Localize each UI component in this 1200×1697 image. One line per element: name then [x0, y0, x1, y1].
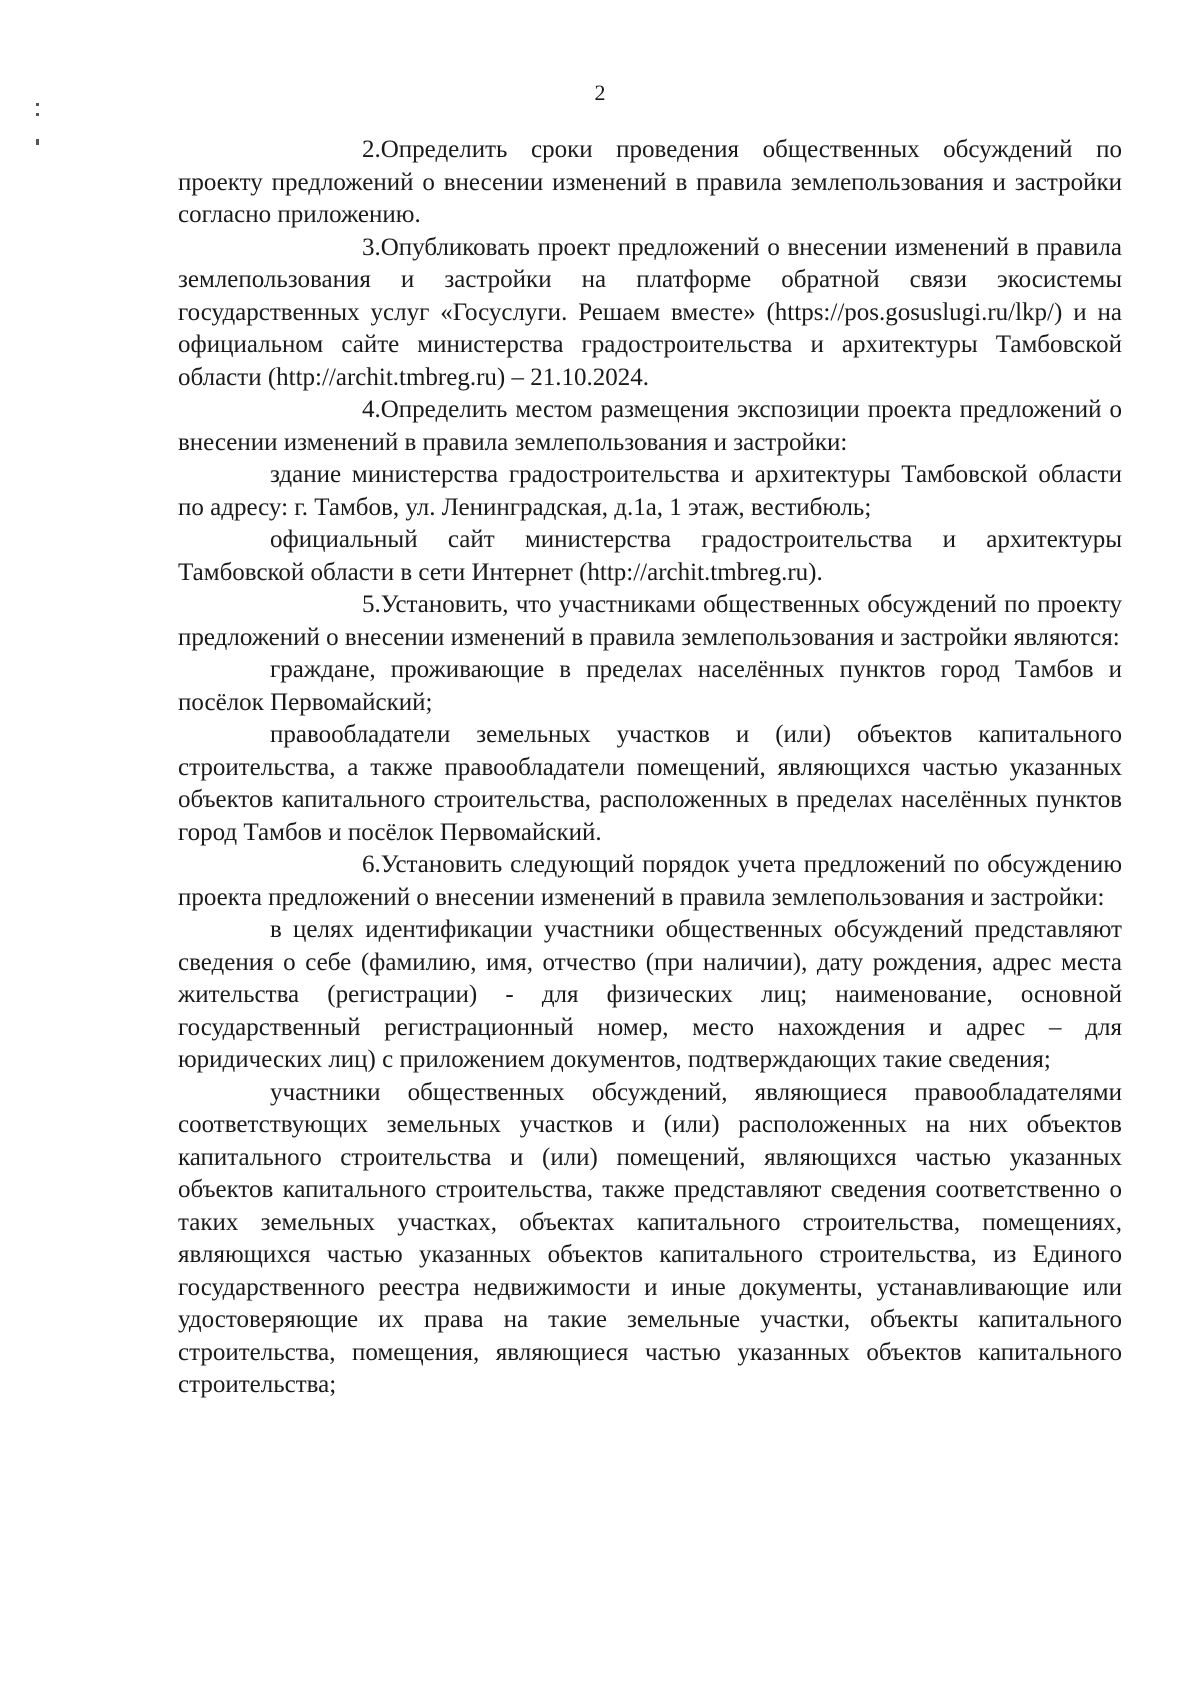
paragraph-text: Установить, что участниками общественных обсуждений по проекту предложений о внесении изменений в правила землепользования и застройки являются: [178, 591, 1122, 651]
paragraph-text: здание министерства градостроительства и архитектуры Тамбовской области по адресу: г. Тамбов, ул. Ленинградская, д.1а, 1 этаж, вестибюль; [178, 461, 1122, 521]
paragraph-4-item-website [178, 524, 1122, 589]
paragraph-text: правообладатели земельных участков и (или) объектов капитального строительства, а также правообладатели помещений, являющихся частью указанных объектов капитального строительства, расположенных в пределах населённых пунктов город Тамбов и посёлок Первомайский. [178, 721, 1122, 846]
paragraph-6-item-owners [178, 1077, 1122, 1402]
paragraph-text: в целях идентификации участники общественных обсуждений представляют сведения о себе (фамилию, имя, отчество (при наличии), дату рождения, адрес места жительства (регистрации) - для физических лиц; наименование, основной государственный регистрационный номер, место нахождения и адрес – для юридических лиц) с приложением документов, подтверждающих такие сведения; [178, 916, 1122, 1073]
paragraph-5-item-citizens [178, 654, 1122, 719]
paragraph-number: 6. [362, 851, 381, 878]
paragraph-6-item-identification [178, 914, 1122, 1077]
paragraph-4 [178, 394, 1122, 459]
paragraph-text: Опубликовать проект предложений о внесении изменений в правила землепользования и застройки на платформе обратной связи экосистемы государственных услуг «Госуслуги. Решаем вместе» (https://pos.gosuslugi.ru/lkp/) и на официальном сайте министерства градостроительства и архитектуры Тамбовской области (http://archit.tmbreg.ru) – 21.10.2024. [178, 233, 1122, 391]
paragraph-2 [178, 134, 1122, 232]
scan-artifact [36, 113, 39, 116]
paragraph-5-item-owners [178, 719, 1122, 849]
paragraph-6 [178, 849, 1122, 914]
paragraph-text: граждане, проживающие в пределах населённых пунктов город Тамбов и посёлок Первомайский; [178, 656, 1122, 716]
paragraph-text: участники общественных обсуждений, являющиеся правообладателями соответствующих земельных участков и (или) расположенных на них объектов капитального строительства и (или) помещений, являющихся частью указанных объектов капитального строительства, также представляют сведения соответственно о таких земельных участках, объектах капитального строительства, помещениях, являющихся частью указанных объектов капитального строительства, из Единого государственного реестра недвижимости и иные документы, устанавливающие или удостоверяющие их права на такие земельные участки, объекты капитального строительства, помещения, являющиеся частью указанных объектов капитального строительства; [178, 1078, 1122, 1398]
document-body [178, 134, 1122, 1402]
page-number: 2 [594, 80, 606, 105]
paragraph-3 [178, 232, 1122, 395]
paragraph-number: 2. [362, 136, 381, 163]
paragraph-number: 5. [362, 591, 381, 618]
paragraph-number: 3. [362, 233, 381, 261]
paragraph-4-item-building [178, 459, 1122, 524]
paragraph-5 [178, 589, 1122, 654]
paragraph-text: официальный сайт министерства градостроительства и архитектуры Тамбовской области в сети Интернет (http://archit.tmbreg.ru). [178, 526, 1122, 586]
paragraph-number: 4. [362, 396, 381, 423]
paragraph-text: Установить следующий порядок учета предложений по обсуждению проекта предложений о внесении изменений в правила землепользования и застройки: [178, 851, 1122, 911]
paragraph-text: Определить местом размещения экспозиции проекта предложений о внесении изменений в правила землепользования и застройки: [178, 396, 1122, 456]
scan-artifact [36, 139, 39, 145]
paragraph-text: Определить сроки проведения общественных обсуждений по проекту предложений о внесении изменений в правила землепользования и застройки согласно приложению. [178, 136, 1122, 228]
